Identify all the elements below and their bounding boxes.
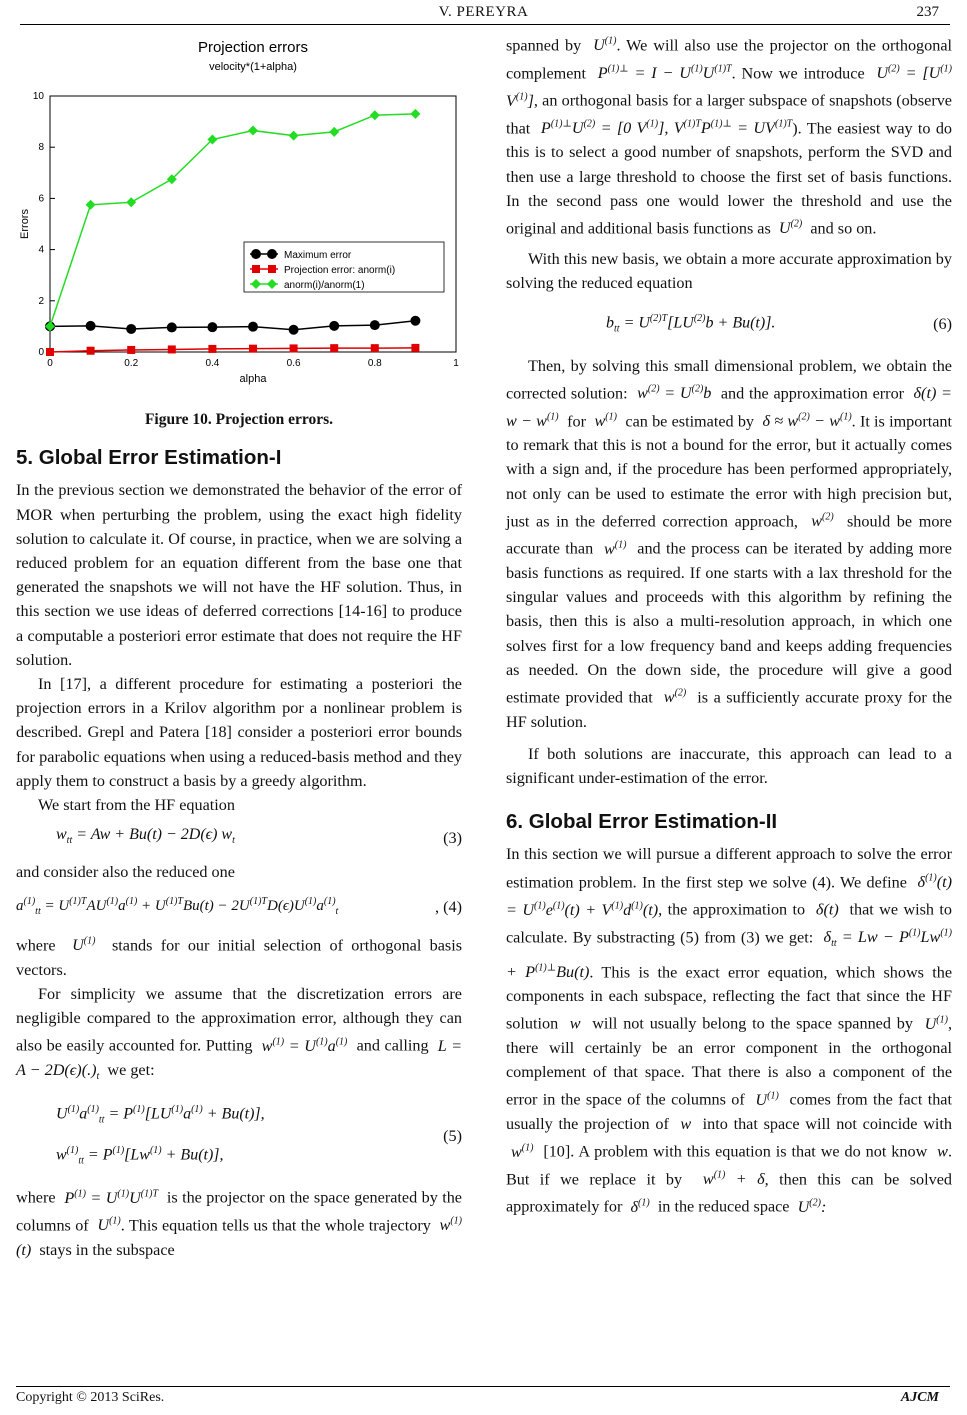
data-point (370, 110, 380, 120)
data-point (249, 345, 257, 353)
equation-number: (6) (933, 315, 952, 334)
text-span: , the approximation to (658, 900, 806, 919)
data-point (126, 197, 136, 207)
math-inline: $U^{(1)}$ (63, 936, 96, 955)
math-inline: $U^{(1)}$ (587, 36, 617, 55)
data-point (330, 344, 338, 352)
text-span: into that space will not coincide with (702, 1114, 952, 1133)
running-head-author: V. PEREYRA (438, 4, 529, 20)
math-inline: δ(t) (810, 900, 845, 919)
data-point (126, 324, 136, 334)
text-span: . This equation tells us that the whole trajectory (120, 1216, 431, 1235)
math-inline: $w^{(1)}$ (590, 411, 617, 430)
text-span: In this section we will pursue a different approach to solve the error estimation problem. In the first step we solve (4). We define (506, 845, 952, 891)
data-point (207, 322, 217, 332)
data-point (290, 344, 298, 352)
text-span: , then this can be solved approximately for (506, 1170, 952, 1216)
paragraph (506, 354, 952, 734)
series-line (50, 114, 415, 326)
data-point (289, 131, 299, 141)
math-inline: $U^{(1)}$ (93, 1215, 121, 1235)
data-point (46, 348, 54, 356)
math-inline: w (674, 1114, 697, 1133)
math-inline: $L = A - 2D(\epsilon)(.)_t$ (16, 1036, 462, 1083)
data-point (370, 320, 380, 330)
text-span: stays in the subspace (39, 1240, 175, 1259)
x-tick-label: 0.6 (286, 358, 301, 369)
chart-svg (16, 30, 462, 400)
equation-body: $w_{tt} = Aw + Bu(t) - 2D(\epsilon)$ $w_t$ (56, 826, 235, 847)
paragraph: We start from the HF equation (38, 796, 235, 815)
paragraph: In the previous section we demonstrated the behavior of the error of MOR when perturbing the problem, using the exact high fidelity solution to calculate it. Of course, in practice, when we are solving a reduced problem for an equation different from the base one that generated the snapshots we will not have the HF solution. Thus, in this section we use ideas of deferred corrections [14-16] to produce a computable a posteriori error estimate that does not require the HF solution. (16, 481, 462, 669)
y-tick-label: 2 (38, 295, 44, 307)
text-span: that we wish to calculate. By substracting (5) from (3) we get: (506, 900, 953, 947)
math-inline: $\delta^{(1)}(t) = U^{(1)}e^{(1)}(t) + V^{(1)}d^{(1)}(t)$ (506, 872, 953, 919)
text-span: is the projector on the space generated by the columns of (16, 1188, 462, 1235)
paragraph: With this new basis, we obtain a more accurate approximation by solving the reduced equation (506, 249, 952, 292)
x-tick-label: 0.8 (367, 358, 382, 369)
math-inline: $U^{(2)}$ (774, 218, 803, 238)
math-inline: $w^{(2)} = U^{(2)}b$ (632, 383, 717, 403)
text-span: and the process can be iterated by adding more basis functions as required. If one starts with a lax threshold for the singular values and proceeds with this algorithm by refining the basis, then this is also a multi-resolution approach, in which one solves first for a low frequency band and keeps adding frequencies as needed. On the down side, the procedure will give a good estimate provided that (506, 539, 952, 707)
text-span: , an orthogonal basis for a larger subspace of snapshots (observe that (506, 91, 952, 138)
text-span: stands for our initial selection of orthogonal basis vectors. (16, 936, 463, 979)
y-tick-label: 6 (38, 193, 44, 205)
data-point (208, 345, 216, 353)
math-inline: $P^{(1)\perp}U^{(2)} = [0$ $V^{(1)}$], $V^{(1)T}P^{(1)\perp} = UV^{(1)T}$ (535, 118, 793, 138)
copyright: Copyright © 2013 SciRes. (16, 1390, 165, 1405)
chart-title: Projection errors (197, 39, 309, 56)
data-point (410, 109, 420, 119)
figure-caption: Figure 10. Projection errors. (144, 411, 334, 428)
x-tick-label: 0 (47, 358, 53, 369)
y-tick-label: 4 (38, 244, 44, 256)
legend-marker (252, 265, 260, 273)
equation-number: (3) (443, 829, 462, 848)
data-point (411, 344, 419, 352)
text-span: . But if we replace it by (506, 1142, 953, 1189)
text-span: ). The easiest way to do this is to select a good number of snapshots, perform the SVD and then use a large threshold to choose the first set of basis functions. In the second pass one would lower the threshold and use the original and additional basis functions as (506, 119, 953, 238)
text-span: should be more accurate than (506, 512, 952, 558)
math-inline: $w^{(2)}$ (658, 687, 687, 707)
text-span: will not usually belong to the space spanned by (592, 1014, 913, 1033)
x-tick-label: 0.2 (124, 358, 139, 369)
data-point (329, 321, 339, 331)
text-span: where (16, 936, 56, 955)
legend-marker (251, 249, 261, 259)
equation-body: $a^{(1)}_{tt} = U^{(1)T}AU^{(1)}a^{(1)} + U^{(1)T}Bu(t) - 2U^{(1)T}D(\epsilon)U^{(1)}a^{(1)}_t$ (16, 895, 339, 917)
y-axis-label: Errors (19, 209, 31, 239)
math-inline: w (932, 1142, 948, 1161)
data-point (168, 345, 176, 353)
chart-subtitle: velocity*(1+alpha) (209, 61, 297, 73)
equation-number: (5) (443, 1126, 462, 1145)
math-inline: $w^{(2)}$ (804, 511, 834, 531)
x-axis-label: alpha (239, 373, 267, 385)
equation-6 (506, 307, 952, 342)
math-inline: $U^{(1)}$ (750, 1090, 779, 1109)
journal-name: AJCM (900, 1390, 939, 1405)
data-point (86, 321, 96, 331)
equation-3 (16, 823, 462, 853)
data-point (289, 325, 299, 335)
legend-marker (268, 265, 276, 273)
data-point (248, 322, 258, 332)
math-inline: $w^{(1)}$ (598, 539, 627, 558)
paragraph (506, 842, 952, 1219)
text-span: . We will also use the projector on the orthogonal complement (506, 36, 953, 82)
paragraph (506, 30, 952, 241)
header-rule (20, 24, 950, 25)
text-span: where (16, 1188, 56, 1207)
footer-rule (16, 1386, 950, 1387)
math-inline: $w^{(1)}(t)$ (16, 1215, 462, 1259)
equation-5 (16, 1095, 462, 1176)
paragraph: and consider also the reduced one (16, 862, 235, 881)
x-tick-label: 1 (453, 358, 459, 369)
math-inline: $P^{(1)} = U^{(1)}U^{(1)T}$ (59, 1188, 159, 1207)
text-span: for (567, 411, 586, 430)
data-point (167, 322, 177, 332)
legend-marker (267, 249, 277, 259)
math-inline: $\delta^{(1)}$ (626, 1197, 650, 1216)
legend-label: anorm(i)/anorm(1) (284, 280, 365, 291)
text-span: . It is important to remark that this is not a bound for the error, but it actually comes with a sign and, if the procedure has been performed appropriately, not only can be used to estimate the error with high precision but, just as in the deferred correction approach, (506, 411, 953, 531)
equation-body: $b_{tt} = U^{(2)T}[LU^{(2)}b + Bu(t)]$. (606, 312, 776, 335)
data-point (127, 346, 135, 354)
legend-label: Projection error: anorm(i) (284, 265, 396, 276)
paragraph (16, 982, 462, 1089)
series-line (50, 321, 415, 330)
math-inline: $w^{(1)} = U^{(1)}a^{(1)}$ (257, 1036, 348, 1055)
text-span: . Now we introduce (731, 63, 865, 82)
text-span: is a sufficiently accurate proxy for the HF solution. (506, 688, 953, 731)
projection-errors-chart (16, 30, 462, 400)
math-inline: $U^{(1)}$ (918, 1014, 948, 1033)
text-span: and calling (356, 1036, 429, 1055)
data-point (371, 344, 379, 352)
math-inline: $U^{(2)} = [U^{(1)}$ $V^{(1)}$] (506, 63, 952, 110)
right-column (506, 30, 952, 1219)
math-inline: $w^{(1)} + \delta$ (692, 1169, 765, 1189)
text-span: and so on. (810, 219, 877, 238)
text-span: . This is the exact error equation, which shows the components in each subspace, reflecting the fact that since the HF solution (506, 962, 953, 1033)
x-tick-label: 0.4 (205, 358, 220, 369)
math-inline: $\delta(t) = w - w^{(1)}$ (506, 384, 952, 430)
text-span: Then, by solving this small dimensional problem, we obtain the corrected solution: (506, 356, 952, 403)
data-point (86, 200, 96, 210)
text-span: can be estimated by (625, 411, 755, 430)
y-tick-label: 10 (32, 91, 44, 102)
paragraph (16, 1182, 462, 1261)
left-column (16, 30, 462, 1262)
y-tick-label: 0 (38, 347, 44, 358)
data-point (248, 126, 258, 136)
text-span: [10]. A problem with this equation is that we do not know (543, 1142, 928, 1161)
series-line (50, 348, 415, 352)
data-point (87, 347, 95, 355)
math-inline: $P^{(1)\perp} = I - U^{(1)}U^{(1)T}$ (591, 63, 732, 82)
math-inline: $U^{(2)}$: (793, 1197, 827, 1216)
text-span: spanned by (506, 36, 582, 55)
y-tick-label: 8 (38, 142, 44, 154)
section-5-title: 5. Global Error Estimation-I (16, 446, 282, 470)
text-span: we get: (107, 1060, 155, 1079)
equation-body: $U^{(1)}a^{(1)}_{tt} = P^{(1)}[LU^{(1)}a^{(1)} + Bu(t)]$, $w^{(1)}_{tt} = P^{(1)}[Lw^{(1)} + Bu(t)]$, (56, 1104, 265, 1167)
equation-number: , (4) (435, 897, 462, 916)
equation-4 (16, 890, 462, 924)
text-span: in the reduced space (657, 1197, 790, 1216)
math-inline: $w^{(1)}$ (506, 1142, 534, 1161)
data-point (410, 316, 420, 326)
legend-label: Maximum error (284, 250, 352, 261)
paragraph: If both solutions are inaccurate, this approach can lead to a significant under-estimation of the error. (506, 744, 952, 787)
math-inline: $\delta \approx w^{(2)} - w^{(1)}$ (758, 411, 852, 430)
page-number: 237 (916, 4, 939, 20)
text-span: , there will certainly be an error component in the orthogonal complement of that space. That there is also a component of the error in the space of the columns of (506, 1014, 952, 1109)
paragraph: In [17], a different procedure for estimating a posteriori the projection errors in a Krilov algorithm por a nonlinear problem is described. Grepl and Patera [18] consider a posteriori error bounds for parabolic equations when using a reduced-basis method and they apply them to construct a basis by a greedy algorithm. (16, 675, 462, 790)
paragraph (16, 930, 462, 982)
data-point (329, 127, 339, 137)
text-span: comes from the fact that usually the projection of (506, 1090, 952, 1133)
text-span: and the approximation error (720, 384, 905, 403)
text-span: For simplicity we assume that the discretization errors are negligible compared to the approximation error, although they can also be easily accounted for. Putting (16, 984, 462, 1055)
math-inline: $\delta_{tt} = Lw - P^{(1)}Lw^{(1)} + P^{(1)\perp}Bu(t)$ (506, 927, 952, 981)
math-inline: w (563, 1014, 587, 1033)
section-6-title: 6. Global Error Estimation-II (506, 810, 778, 834)
